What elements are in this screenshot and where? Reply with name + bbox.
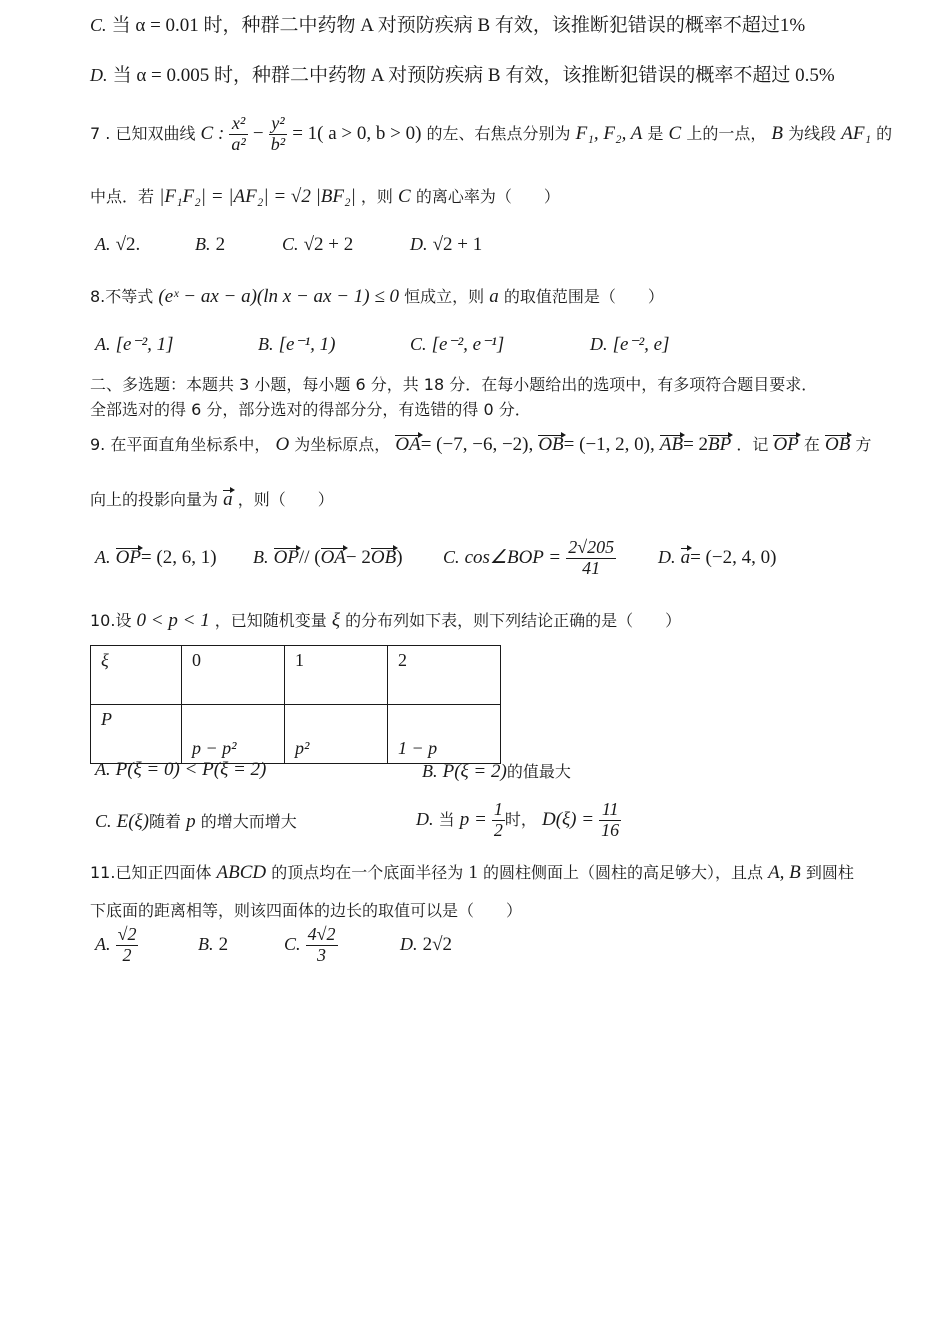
q7-option-a xyxy=(95,234,140,256)
variable-a: a xyxy=(489,286,499,307)
q10-option-b xyxy=(422,759,571,783)
stem-text: 的离心率为（ ） xyxy=(415,187,560,206)
option-label: C. xyxy=(410,334,427,354)
fraction-y2-b2 xyxy=(269,114,287,155)
numerator: 1 xyxy=(493,799,503,819)
section-2-instructions xyxy=(90,372,817,422)
option-label: B. xyxy=(195,234,211,254)
stem-text: ，则（ ） xyxy=(237,490,334,509)
fraction xyxy=(116,925,139,966)
vector-oa: OA xyxy=(320,547,346,568)
option-value: √2 + 2 xyxy=(303,234,354,255)
distribution-table xyxy=(90,645,501,764)
vector-bp: BP xyxy=(708,434,732,455)
denominator: b² xyxy=(270,133,286,154)
stem-text: 到圆柱 xyxy=(805,863,854,882)
stem-text: 向上的投影向量为 xyxy=(90,490,219,509)
cos-expr: cos∠BOP = xyxy=(464,546,562,568)
option-text: 时， xyxy=(504,809,537,829)
q7-option-c xyxy=(282,234,353,256)
vector-ab: AB xyxy=(659,434,684,455)
stem-text: 是 xyxy=(647,123,664,143)
numerator: √2 xyxy=(117,924,137,944)
stem-text: 恒成立，则 xyxy=(404,287,485,306)
q7-stem-line1: 7 . 已知双曲线 C : $\frac{\text{x²}}{\text{a²}}$ − $\frac{\text{y²}}{\text{b²}}$ = 1( a > 0, b > 0) 的左、右焦点分别为 F₁, F₂, A 是 C 上的一点， B 为线段 AF₁ 的 xyxy=(90,113,893,154)
vector-ob: OB xyxy=(370,547,397,568)
option-label: C. xyxy=(90,15,107,35)
vector-ob: OB xyxy=(538,434,564,455)
curve-c: C xyxy=(668,122,682,144)
minus: − 2 xyxy=(345,547,371,568)
option-value: [e⁻², 1] xyxy=(115,334,174,355)
option-label: D. xyxy=(416,808,434,829)
q9-option-b xyxy=(253,547,403,569)
stem-text: 上的一点， xyxy=(686,123,767,143)
option-text: 当 xyxy=(438,809,455,829)
q6-option-d xyxy=(90,60,835,87)
q9-option-c xyxy=(443,538,616,579)
option-value: = (−2, 4, 0) xyxy=(690,547,777,568)
option-label: D. xyxy=(410,234,428,254)
stem-text: 的圆柱侧面上（圆柱的高足够大），且点 xyxy=(482,863,763,882)
stem-text: 为线段 xyxy=(788,123,837,143)
section-2-line1: 二、多选题：本题共 3 小题，每小题 6 分，共 18 分．在每小题给出的选项中，有多项符合题目要求． xyxy=(90,375,818,394)
stem-text: 7 . 已知双曲线 xyxy=(90,123,196,143)
stem-text: ．记 xyxy=(736,435,769,454)
option-label: C. xyxy=(284,933,301,954)
points-ab: A, B xyxy=(768,862,801,883)
stem-text: 在 xyxy=(803,435,820,454)
fraction xyxy=(306,925,338,966)
option-value: P(ξ = 2) xyxy=(442,761,507,782)
numerator: x² xyxy=(229,114,247,135)
q6-option-c xyxy=(90,10,805,37)
vector-op: OP xyxy=(115,547,141,568)
q10-option-c xyxy=(95,809,297,833)
vector-value: = (−1, 2, 0), xyxy=(563,434,655,455)
option-value: [e⁻¹, 1) xyxy=(278,334,336,355)
option-value: [e⁻², e] xyxy=(612,334,670,355)
option-label: B. xyxy=(253,547,269,567)
vector-value: = (−7, −6, −2), xyxy=(420,434,534,455)
fraction-x2-a2 xyxy=(229,114,247,155)
option-label: D. xyxy=(590,334,608,354)
stem-text: 的 xyxy=(876,123,893,143)
radius-value: 1 xyxy=(468,862,478,883)
option-label: A. xyxy=(95,234,111,254)
table-row xyxy=(91,646,501,705)
condition: |F₁F₂| = |AF₂| = √2 |BF₂| xyxy=(159,186,356,207)
q9-stem-line2 xyxy=(90,487,334,511)
option-text: 当 α = 0.005 时，种群二中药物 A 对预防疾病 B 有效，该推断犯错误的概率不超过 0.5% xyxy=(112,65,835,86)
stem-text: ，则 xyxy=(360,187,393,206)
table-cell: 0 xyxy=(182,646,285,705)
inequality: (eˣ − ax − a)(ln x − ax − 1) ≤ 0 xyxy=(158,286,400,307)
table-row xyxy=(91,705,501,764)
q8-option-d xyxy=(590,333,669,356)
stem-text: ，已知随机变量 xyxy=(214,611,327,630)
option-label: A. xyxy=(95,334,111,354)
variable-xi: ξ xyxy=(331,610,341,631)
equation-condition: = 1( a > 0, b > 0) xyxy=(292,122,422,144)
option-value: 2 xyxy=(215,234,226,255)
table-cell: ξ xyxy=(91,646,182,705)
fraction xyxy=(492,800,505,841)
numerator: 2√205 xyxy=(568,537,615,557)
option-label: A. xyxy=(95,547,111,567)
stem-text: 的顶点均在一个底面半径为 xyxy=(271,863,464,882)
option-text: 的增大而增大 xyxy=(200,812,297,831)
q11-option-d xyxy=(400,934,452,956)
q11-stem-line1 xyxy=(90,860,854,884)
vector-op: OP xyxy=(273,547,299,568)
paren: ) xyxy=(396,547,403,568)
denominator: 2 xyxy=(493,819,503,840)
q8-option-c xyxy=(410,333,504,356)
q11-option-c xyxy=(284,925,338,966)
section-2-line2: 全部选对的得 6 分，部分选对的得部分分，有选错的得 0 分． xyxy=(90,400,531,419)
option-label: A. xyxy=(95,759,111,779)
variable-p: p = xyxy=(459,808,487,830)
stem-text: 的左、右焦点分别为 xyxy=(426,123,571,143)
option-label: B. xyxy=(258,334,274,354)
denominator: 3 xyxy=(317,944,327,965)
q9-option-a xyxy=(95,547,217,569)
option-label: C. xyxy=(282,234,299,254)
option-label: A. xyxy=(95,933,111,954)
tetrahedron-name: ABCD xyxy=(216,862,267,883)
fraction xyxy=(566,538,616,579)
stem-text: 的分布列如下表，则下列结论正确的是（ ） xyxy=(345,611,682,630)
segment-af1: AF₁ xyxy=(841,122,872,144)
option-value: 2√2 xyxy=(422,934,453,955)
equals: = 2 xyxy=(683,434,709,455)
stem-text: 的取值范围是（ ） xyxy=(503,287,664,306)
foci: F₁, F₂, A xyxy=(575,122,643,144)
point-b: B xyxy=(771,122,784,144)
stem-text: 中点．若 xyxy=(90,187,155,206)
q10-stem xyxy=(90,608,681,632)
numerator: 11 xyxy=(599,800,621,821)
option-value: E(ξ) xyxy=(116,811,150,832)
q8-option-b xyxy=(258,333,335,356)
q10-option-d xyxy=(416,800,621,841)
option-text: 的值最大 xyxy=(506,762,571,781)
stem-text: 11.已知正四面体 xyxy=(90,863,212,882)
option-value: = (2, 6, 1) xyxy=(140,547,217,568)
variable-p: p xyxy=(186,811,196,832)
table-cell: 1 − p xyxy=(388,705,501,764)
table-cell: P xyxy=(91,705,182,764)
vector-a: a xyxy=(223,489,233,510)
q7-stem-line2 xyxy=(90,184,560,208)
denominator: 16 xyxy=(601,819,620,840)
q8-stem xyxy=(90,284,664,308)
denominator: 2 xyxy=(122,944,132,965)
q11-option-b xyxy=(198,934,228,956)
option-value: P(ξ = 0) < P(ξ = 2) xyxy=(115,759,267,780)
vector-ob: OB xyxy=(824,434,851,455)
condition: 0 < p < 1 xyxy=(136,610,210,631)
table-cell: p² xyxy=(285,705,388,764)
vector-op: OP xyxy=(773,434,799,455)
origin-o: O xyxy=(275,434,290,455)
option-label: B. xyxy=(198,934,214,954)
curve-name: C : xyxy=(200,122,225,144)
stem-text: 9. 在平面直角坐标系中， xyxy=(90,435,271,454)
option-value: 2 xyxy=(218,934,229,955)
q9-option-d xyxy=(658,547,776,569)
q11-option-a xyxy=(95,925,138,966)
option-label: D. xyxy=(90,65,108,85)
stem-text: 为坐标原点， xyxy=(294,435,391,454)
option-label: D. xyxy=(400,934,418,954)
option-label: B. xyxy=(422,761,438,781)
table-cell: 2 xyxy=(388,646,501,705)
vector-a: a xyxy=(680,547,691,568)
q7-option-b xyxy=(195,234,225,256)
q10-option-a xyxy=(95,759,266,781)
stem-text: 10.设 xyxy=(90,611,132,630)
fraction xyxy=(599,800,621,841)
table-cell: 1 xyxy=(285,646,388,705)
q9-stem-line1 xyxy=(90,432,871,456)
parallel-symbol: // ( xyxy=(298,547,321,568)
denominator: 41 xyxy=(582,557,601,578)
option-label: C. xyxy=(443,546,460,567)
option-text: 随着 xyxy=(149,812,182,831)
curve-c: C xyxy=(398,186,411,207)
stem-text: 方 xyxy=(855,435,872,454)
option-label: C. xyxy=(95,811,112,831)
variance-expr: D(ξ) = xyxy=(541,808,595,830)
stem-text: 下底面的距离相等，则该四面体的边长的取值可以是（ ） xyxy=(90,901,523,920)
option-label: D. xyxy=(658,547,676,567)
table-cell: p − p² xyxy=(182,705,285,764)
option-value: [e⁻², e⁻¹] xyxy=(431,334,505,355)
q7-option-d xyxy=(410,234,482,256)
option-value: √2 + 1 xyxy=(432,234,483,255)
numerator: 4√2 xyxy=(307,924,336,944)
option-text: 当 α = 0.01 时，种群二中药物 A 对预防疾病 B 有效，该推断犯错误的概率不超过1% xyxy=(111,15,806,36)
stem-text: 8.不等式 xyxy=(90,287,154,306)
vector-oa: OA xyxy=(395,434,421,455)
q11-stem-line2 xyxy=(90,898,522,921)
q8-option-a xyxy=(95,333,174,356)
option-value: √2. xyxy=(115,234,141,255)
numerator: y² xyxy=(269,114,287,135)
denominator: a² xyxy=(231,133,246,154)
